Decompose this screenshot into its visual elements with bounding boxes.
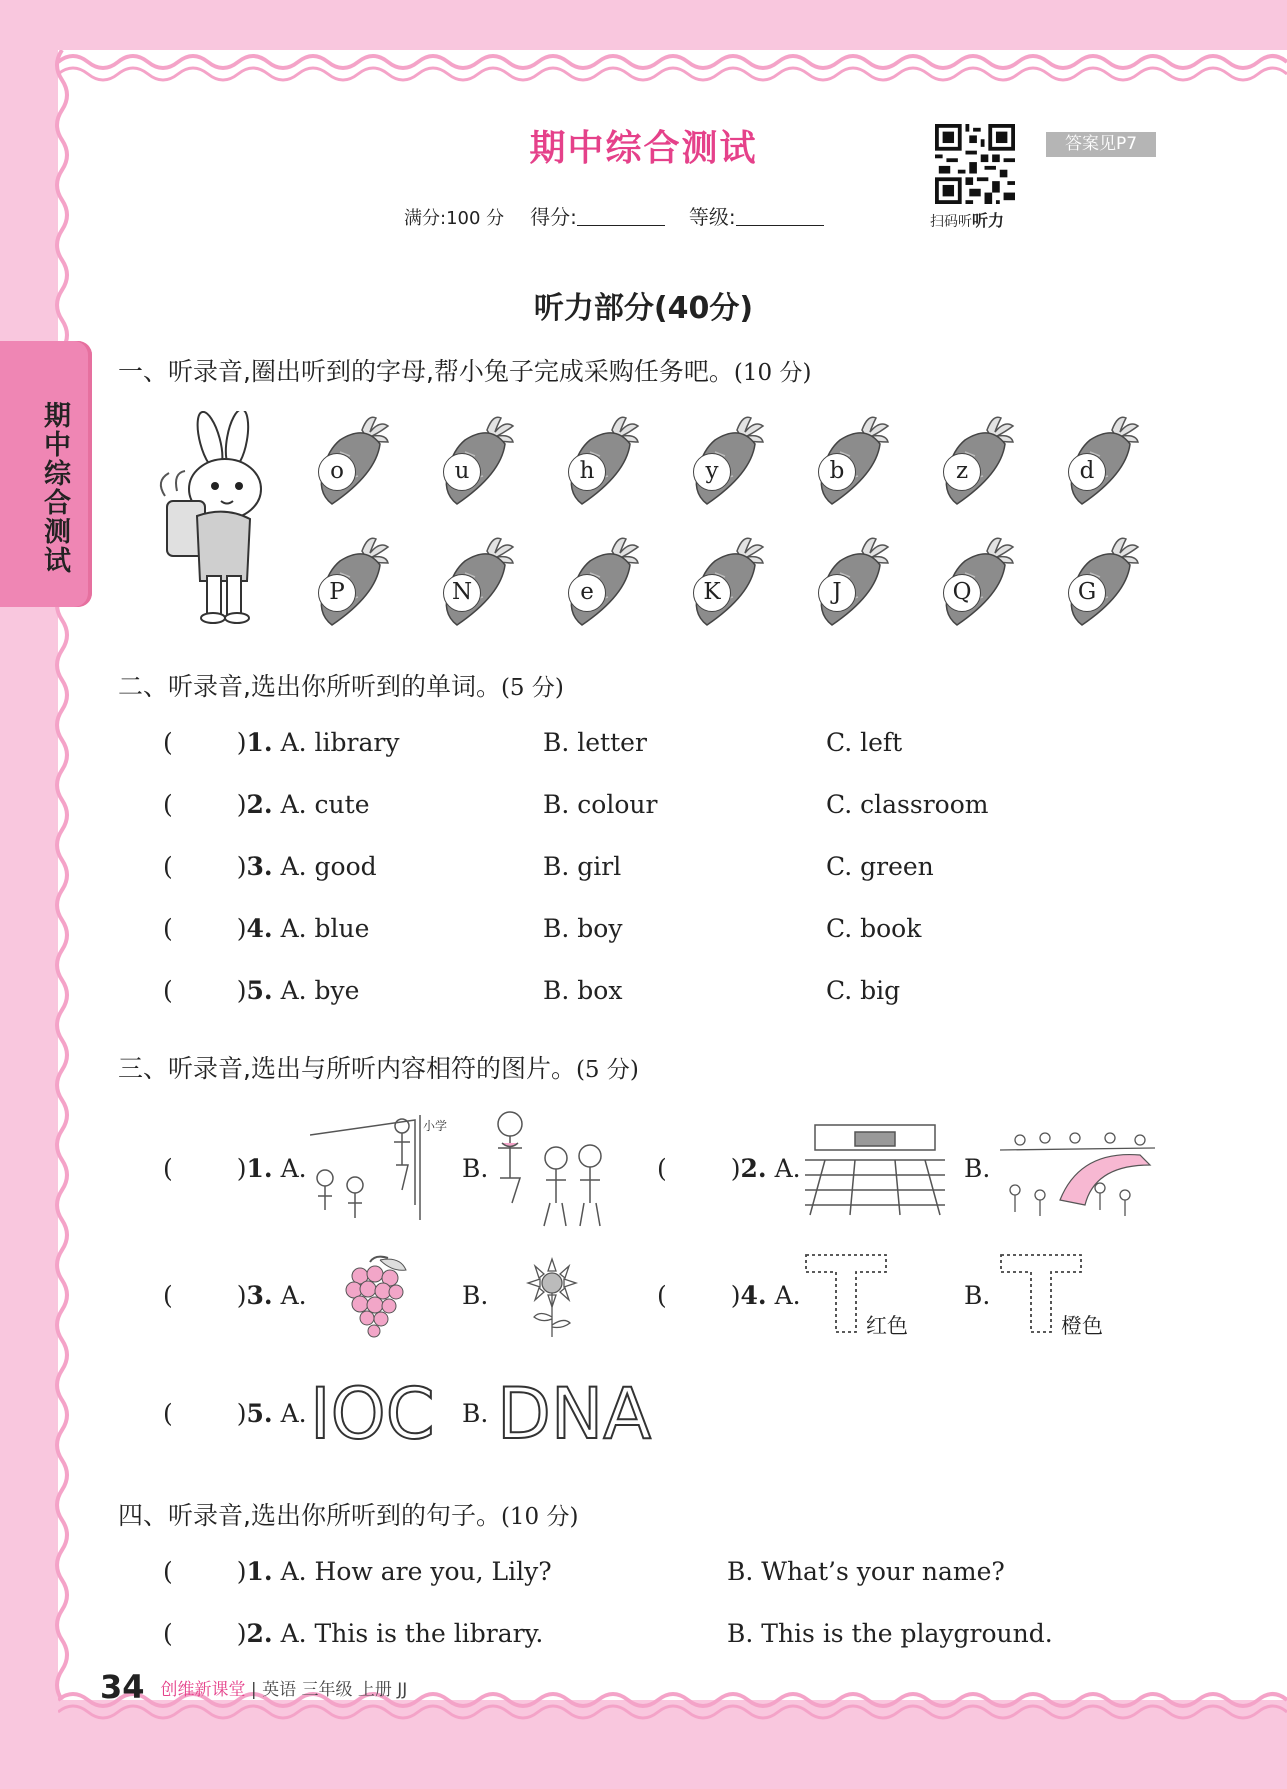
page-title: 期中综合测试 [529,128,758,169]
page-number: 34 [100,1668,145,1706]
grapes-picture[interactable] [340,1254,410,1339]
carrot-letter-text: o [318,453,356,491]
answer-reference-badge: 答案见P7 [1046,132,1156,157]
q3-item-5: ( )5. A. [163,1399,307,1428]
q3-item-3: ( )3. A. [163,1281,307,1310]
orange-caption: 橙色 [1061,1314,1103,1338]
carrot-letter[interactable] [935,533,1031,629]
option-a: A. bye [280,976,360,1005]
option-b: B. letter [543,728,647,757]
option-b: B. girl [543,852,622,881]
q3-item-4-b-label: B. [964,1281,991,1310]
q2-heading: 二、听录音,选出你所听到的单词。(5 分) [118,672,564,701]
score-label: 得分: [530,205,577,229]
side-tab-label: 期中综合测试 [39,401,70,575]
carrot-letter-text: b [818,453,856,491]
q3-item-4: ( )4. A. [657,1281,801,1310]
rabbit-illustration [155,411,285,626]
teacher-kids-picture[interactable] [488,1108,613,1233]
sunflower-picture[interactable] [522,1255,582,1340]
page-footer: 34 创维新课堂 | 英语 三年级 上册 JJ [100,1668,408,1706]
q1-heading: 一、听录音,圈出听到的字母,帮小兔子完成采购任务吧。(10 分) [118,357,812,386]
school-kids-picture[interactable] [310,1110,450,1230]
q4-item: ( )1. A. How are you, Lily? [163,1557,552,1586]
q3-item-2: ( )2. A. [657,1154,801,1183]
ioc-letters-picture[interactable] [310,1378,450,1448]
section-title: 听力部分(40分) [533,291,754,326]
carrot-letter[interactable] [560,533,656,629]
q3-item-1: ( )1. A. [163,1154,307,1183]
red-caption: 红色 [866,1314,908,1338]
q2-item: ( )4. A. blue [163,914,370,943]
letter-t-red-picture[interactable] [800,1250,940,1340]
answer-paren-open[interactable]: ( [163,1619,173,1648]
score-line [404,201,848,230]
series-name: 创维新课堂 [160,1680,246,1700]
option-a: A. blue [280,914,370,943]
dna-word: DNA [497,1378,652,1448]
q3-item-5-b-label: B. [462,1399,489,1428]
option-c: C. left [826,728,903,757]
option-b: B. boy [543,914,623,943]
carrot-letter-text: K [693,574,731,612]
q4-heading: 四、听录音,选出你所听到的句子。(10 分) [118,1501,579,1530]
carrot-letter-text: z [943,453,981,491]
book-subject: 英语 三年级 上册 JJ [262,1680,408,1700]
answer-paren-open[interactable]: ( [163,852,173,881]
ioc-word: IOC [310,1378,435,1448]
q2-item: ( )2. A. cute [163,790,370,819]
carrot-letter[interactable] [1060,533,1156,629]
option-c: C. book [826,914,922,943]
option-c: C. classroom [826,790,989,819]
carrot-letter[interactable] [310,412,406,508]
option-a: A. cute [280,790,370,819]
qr-caption: 扫码听听力 [930,211,1005,230]
carrot-letter[interactable] [935,412,1031,508]
answer-paren-open[interactable]: ( [163,728,173,757]
option-a: A. library [280,728,400,757]
option-c: C. green [826,852,934,881]
sentence-a: A. How are you, Lily? [280,1557,552,1586]
grade-label: 等级: [688,205,736,229]
carrot-letter[interactable] [310,533,406,629]
answer-paren-open[interactable]: ( [163,790,173,819]
carrot-letter-text: N [443,574,481,612]
q3-heading: 三、听录音,选出与所听内容相符的图片。(5 分) [118,1054,639,1083]
sentence-a: A. This is the library. [280,1619,544,1648]
carrot-letter[interactable] [810,412,906,508]
carrot-letter-text: h [568,453,606,491]
option-a: A. good [280,852,377,881]
q2-item: ( )5. A. bye [163,976,360,1005]
carrot-letter[interactable] [685,412,781,508]
school-sign-text: 小学 [423,1119,448,1133]
side-tab [0,341,92,607]
carrot-letter-text: u [443,453,481,491]
grade-blank[interactable] [736,225,824,226]
full-score: 满分:100 分 [404,208,505,229]
q3-item-3-b-label: B. [462,1281,489,1310]
answer-paren-open[interactable]: ( [163,976,173,1005]
carrot-letter-text: J [818,574,856,612]
q3-item-1-b-label: B. [462,1154,489,1183]
option-c: C. big [826,976,901,1005]
score-blank[interactable] [577,225,665,226]
carrot-letter[interactable] [560,412,656,508]
carrot-letter-text: P [318,574,356,612]
letter-t-orange-picture[interactable] [995,1250,1135,1340]
carrot-letter-text: d [1068,453,1106,491]
classroom-picture[interactable] [805,1120,945,1220]
carrot-letter-text: y [693,453,731,491]
carrot-letter[interactable] [435,412,531,508]
option-b: B. box [543,976,623,1005]
sentence-b: B. This is the playground. [727,1619,1053,1648]
dna-letters-picture[interactable] [497,1378,657,1448]
q3-item-2-b-label: B. [964,1154,991,1183]
carrot-letter[interactable] [685,533,781,629]
q4-item: ( )2. A. This is the library. [163,1619,544,1648]
q2-item: ( )1. A. library [163,728,400,757]
carrot-letter-text: e [568,574,606,612]
sentence-b: B. What’s your name? [727,1557,1005,1586]
carrot-letter-text: Q [943,574,981,612]
carrot-letter[interactable] [1060,412,1156,508]
playground-picture[interactable] [1000,1130,1155,1220]
qr-code-icon[interactable] [935,124,1015,204]
top-wave-border [58,44,1287,84]
q2-item: ( )3. A. good [163,852,377,881]
answer-paren-open[interactable]: ( [163,1557,173,1586]
carrot-letter[interactable] [435,533,531,629]
answer-paren-open[interactable]: ( [163,914,173,943]
option-b: B. colour [543,790,658,819]
carrot-letter[interactable] [810,533,906,629]
carrot-letter-text: G [1068,574,1106,612]
